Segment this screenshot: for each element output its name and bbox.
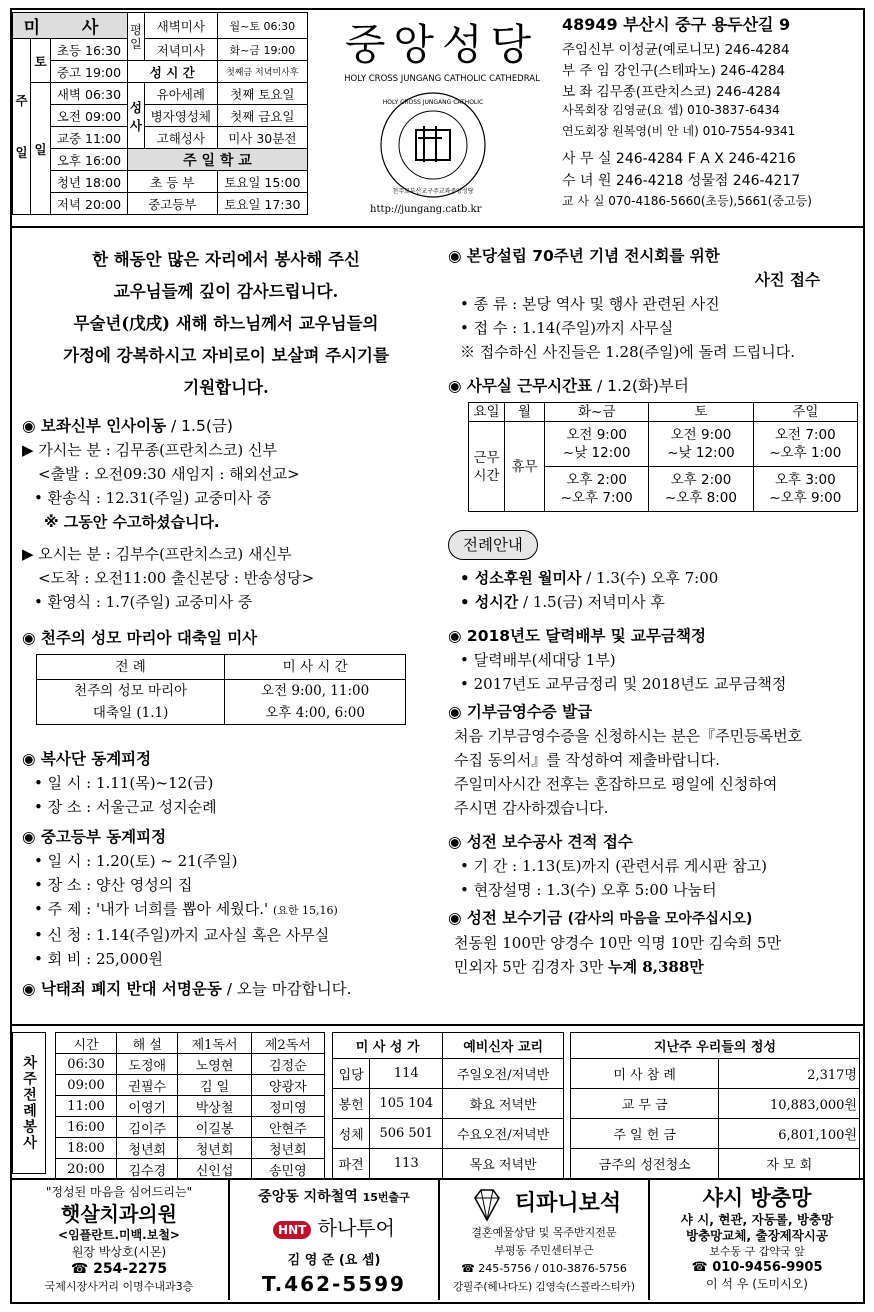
fund-donors: 민외자 5만 김경자 3만 <box>454 958 604 976</box>
convent-tel: 수 녀 원 246-4218 성물점 246-4217 <box>562 173 801 189</box>
ad-dental-sub: <임플란트.미백.보철> <box>58 1228 180 1242</box>
server-cell: 김 일 <box>178 1075 251 1096</box>
staff-row <box>562 80 862 101</box>
receipt-title: ◉ 기부금영수증 발급 <box>448 703 593 721</box>
youth-line: • 회 비 : 25,000원 <box>34 950 163 968</box>
ad-jewel-sub: 결혼예물상담 및 목주반지전문 <box>471 1226 617 1239</box>
servers-col-header: 제1독서 <box>178 1033 251 1054</box>
ad-dental-name: 햇살치과의원 <box>61 1202 177 1226</box>
ad-dental-slogan: "정성된 마음을 심어드리는" <box>45 1185 193 1199</box>
office-tel: 사 무 실 246-4284 F A X 246-4216 <box>562 151 796 167</box>
mass-group: 새벽 <box>56 86 82 102</box>
transfer-title: ◉ 보좌신부 인사이동 <box>22 417 167 435</box>
server-cell: 이길봉 <box>178 1117 251 1138</box>
servers-col-header: 해 설 <box>117 1033 178 1054</box>
staff-row <box>562 38 862 59</box>
choir-table <box>332 1032 564 1179</box>
school-group: 초 등 부 <box>127 171 217 193</box>
transfer-coming-detail: <도착 : 오전11:00 출신본당 : 반송성당> <box>38 569 315 587</box>
staff-tel: 246-4284 <box>720 63 786 79</box>
hours-date: / 1.2(화)부터 <box>592 377 689 395</box>
petition-note: / 오늘 마감합니다. <box>221 980 352 998</box>
choir-cell: 114 <box>370 1059 443 1089</box>
mass-group: 저녁 <box>56 196 82 212</box>
mass-time: 16:30 <box>85 42 122 58</box>
ad-dental-location: 국제시장사거리 이명수내과3층 <box>44 1280 194 1293</box>
choir-cell: 506 501 <box>370 1119 443 1149</box>
staff-role: 주임신부 <box>562 42 615 58</box>
offering-label: 주 일 헌 금 <box>571 1119 719 1149</box>
server-cell: 정미영 <box>251 1096 324 1117</box>
servers-row <box>56 1096 325 1117</box>
sacrament-label: 성사 <box>127 83 144 149</box>
fund-total: 누계 8,388만 <box>608 958 704 976</box>
ad-curtain-location: 보수동 구 갑약국 앞 <box>709 1245 805 1258</box>
weekday-mass-time: 월~토 06:30 <box>217 13 307 39</box>
staff-name: 김영균(요 셉) <box>612 103 684 117</box>
ad-jewel-name: 티파니보석 <box>514 1191 622 1216</box>
youth-theme-ref: (요한 15,16) <box>272 904 338 917</box>
church-address: 48949 부산시 중구 용두산길 9 <box>562 15 791 34</box>
petition-heading <box>22 977 430 1001</box>
staff-tel: 010-7554-9341 <box>702 124 796 138</box>
sat-label: 토 <box>31 39 51 83</box>
ad-tour-person: 김 영 준 (요 셉) <box>287 1253 381 1268</box>
server-cell: 노영현 <box>178 1054 251 1075</box>
receipt-line: 수집 동의서』를 작성하여 제출바랍니다. <box>454 751 720 769</box>
altar-title: ◉ 복사단 동계피정 <box>22 750 152 768</box>
choir-col-header: 미 사 성 가 <box>333 1033 443 1059</box>
offering-value: 6,801,100원 <box>719 1119 860 1149</box>
staff-tel: 246-4284 <box>715 84 781 100</box>
photo-line: ※ 접수하신 사진들은 1.28(주일)에 돌려 드립니다. <box>460 343 796 361</box>
server-cell: 20:00 <box>56 1159 117 1180</box>
transfer-leaving: ▶ 가시는 분 : 김무종(프란치스코) 신부 <box>22 441 277 459</box>
hours-col-header: 화~금 <box>545 403 649 422</box>
mary-feast: 대축일 (1.1) <box>92 705 169 721</box>
server-cell: 이영기 <box>117 1096 178 1117</box>
offering-label: 금주의 성전청소 <box>571 1149 719 1179</box>
repair-line: • 기 간 : 1.13(토)까지 (관련서류 게시판 참고) <box>460 857 767 875</box>
servers-row <box>56 1075 325 1096</box>
liturgy-time: / 1.3(수) 오후 7:00 <box>581 569 719 587</box>
fund-subtitle: (감사의 마음을 모아주십시오) <box>567 911 753 927</box>
choir-col-header: 예비신자 교리 <box>443 1033 564 1059</box>
right-column <box>448 244 860 979</box>
server-cell: 신인섭 <box>178 1159 251 1180</box>
mass-group: 오전 <box>56 108 82 124</box>
ad-jewel-tel: ☎ 245-5756 / 010-3876-5756 <box>461 1262 627 1275</box>
offering-label: 미 사 참 례 <box>571 1059 719 1089</box>
ad-dental-director: 원장 박상호(시몬) <box>71 1245 167 1259</box>
school-time: 토요일 17:30 <box>217 193 307 215</box>
server-cell: 청년회 <box>251 1138 324 1159</box>
youth-line <box>22 897 430 923</box>
choir-cell: 파견 <box>333 1149 370 1179</box>
weekday-mass-name: 새벽미사 <box>144 13 217 39</box>
teachers-tel: 교 사 실 070-4186-5660(초등),5661(중고등) <box>562 194 812 208</box>
mary-time: 오후 4:00, 6:00 <box>265 705 365 721</box>
server-cell: 양광자 <box>251 1075 324 1096</box>
sunday-label: 주일 <box>13 39 31 215</box>
hours-cell: 오후 2:00 ~오후 7:00 <box>545 467 649 512</box>
mass-group: 오후 <box>56 152 82 168</box>
server-cell: 청년회 <box>178 1138 251 1159</box>
staff-name: 원복영(비 안 네) <box>612 124 699 138</box>
staff-role: 사목회장 <box>562 103 609 117</box>
transfer-date: / 1.5(금) <box>166 417 233 435</box>
fund-line <box>448 955 860 979</box>
offering-value: 10,883,000원 <box>719 1089 860 1119</box>
mary-table <box>36 654 406 725</box>
sunday-school-label: 주 일 학 교 <box>127 149 307 171</box>
servers-col-header: 시간 <box>56 1033 117 1054</box>
mass-group: 초등 <box>56 42 82 58</box>
sacrament-name: 고해성사 <box>144 127 217 149</box>
transfer-heading <box>22 414 430 438</box>
fund-line: 천동원 100만 양경수 10만 익명 10만 김숙희 5만 <box>454 934 782 952</box>
sun-label: 일 <box>31 83 51 215</box>
choir-cell: 봉헌 <box>333 1089 370 1119</box>
mass-label: 미 사 <box>23 18 117 38</box>
mary-col-header: 전 례 <box>37 655 225 680</box>
church-seal-icon <box>378 90 488 200</box>
mass-time: 18:00 <box>85 174 122 190</box>
photo-line: • 종 류 : 본당 역사 및 행사 관련된 사진 <box>460 295 720 313</box>
receipt-line: 주시면 감사하겠습니다. <box>454 799 609 817</box>
sacrament-name: 유아세례 <box>144 83 217 105</box>
ad-tour-exit: 15번출구 <box>362 1191 410 1204</box>
server-cell: 송민영 <box>251 1159 324 1180</box>
hours-col-header: 요일 <box>469 403 505 422</box>
altar-line: • 일 시 : 1.11(목)~12(금) <box>34 774 214 792</box>
svg-text:천주교부산교구주교좌중앙성당: 천주교부산교구주교좌중앙성당 <box>392 188 474 195</box>
youth-line: • 일 시 : 1.20(토) ~ 21(주일) <box>34 852 238 870</box>
mass-group: 교중 <box>56 130 82 146</box>
left-column <box>22 244 430 1001</box>
choir-cell: 105 104 <box>370 1089 443 1119</box>
choir-cell: 성체 <box>333 1119 370 1149</box>
mass-time: 11:00 <box>85 130 122 146</box>
servers-col-header: 제2독서 <box>251 1033 324 1054</box>
server-cell: 안현주 <box>251 1117 324 1138</box>
greeting-line: 기원합니다. <box>183 378 269 397</box>
mass-group: 청년 <box>56 174 82 190</box>
weekday-label: 평일 <box>127 13 144 61</box>
youth-theme: • 주 제 : '내가 너희를 뽑아 세웠다.' <box>34 900 269 918</box>
server-cell: 청년회 <box>117 1138 178 1159</box>
transfer-coming: ▶ 오시는 분 : 김부수(프란치스코) 새신부 <box>22 545 292 563</box>
hours-cell: 오전 9:00 ~낮 12:00 <box>545 422 649 467</box>
hours-cell: 오후 2:00 ~오후 8:00 <box>649 467 753 512</box>
offering-value: 2,317명 <box>719 1059 860 1089</box>
offering-value: 자 모 회 <box>719 1149 860 1179</box>
youth-line: • 신 청 : 1.14(주일)까지 교사실 혹은 사무실 <box>34 926 330 944</box>
server-cell: 09:00 <box>56 1075 117 1096</box>
weekday-mass-name: 저녁미사 <box>144 39 217 61</box>
greeting-line: 무술년(戊戌) 새해 하느님께서 교우님들의 <box>73 314 379 333</box>
ad-divider <box>228 1180 230 1300</box>
ad-jewel-people: 강필주(헤나다도) 김영숙(스콜라스티카) <box>452 1281 635 1293</box>
hours-monday: 휴무 <box>505 422 545 512</box>
choir-cell: 입당 <box>333 1059 370 1089</box>
mary-title: ◉ 천주의 성모 마리아 대축일 미사 <box>22 629 258 647</box>
staff-row <box>562 101 862 122</box>
ad-dental <box>12 1180 226 1300</box>
staff-tel: 246-4284 <box>724 42 790 58</box>
ad-dental-tel: ☎ 254-2275 <box>70 1261 168 1277</box>
hours-row-label: 근무시간 <box>469 422 505 512</box>
offering-table <box>570 1032 860 1179</box>
staff-role: 연도회장 <box>562 124 609 138</box>
ad-tour-tel: T.462-5599 <box>262 1272 406 1296</box>
server-cell: 권필수 <box>117 1075 178 1096</box>
church-info <box>562 12 862 213</box>
hours-col-header: 토 <box>649 403 753 422</box>
greeting-line: 가정에 강복하시고 자비로이 보살펴 주시기를 <box>63 346 389 365</box>
diamond-icon <box>467 1184 507 1224</box>
ad-curtain-person: 이 석 우 (도미시오) <box>706 1277 808 1291</box>
server-cell: 16:00 <box>56 1117 117 1138</box>
transfer-welcome: • 환영식 : 1.7(주일) 교중미사 중 <box>34 593 253 611</box>
servers-row <box>56 1138 325 1159</box>
hanatour-logo-icon: HNT <box>273 1221 311 1239</box>
ad-curtain <box>652 1180 862 1300</box>
youth-title: ◉ 중고등부 동계피정 <box>22 828 167 846</box>
staff-name: 김무종(프란치스코) <box>596 84 712 100</box>
sacrament-time: 미사 30분전 <box>217 127 307 149</box>
servers-row <box>56 1054 325 1075</box>
fund-heading <box>448 906 860 931</box>
ad-curtain-line: 방충망교체, 출장제작시공 <box>686 1228 828 1243</box>
mass-schedule-table <box>12 12 308 215</box>
youth-line: • 장 소 : 양산 영성의 집 <box>34 876 193 894</box>
footer-divider <box>10 1024 865 1026</box>
choir-cell: 113 <box>370 1149 443 1179</box>
altar-line: • 장 소 : 서울근교 성지순례 <box>34 798 217 816</box>
mass-group: 중고 <box>56 64 82 80</box>
transfer-thanks: ※ 그동안 수고하셨습니다. <box>44 513 220 531</box>
calendar-line: • 달력배부(세대당 1부) <box>460 651 616 669</box>
hours-title: ◉ 사무실 근무시간표 <box>448 377 593 395</box>
staff-name: 이성균(예로니모) <box>618 42 721 58</box>
receipt-line: 주일미사시간 전후는 혼잡하므로 평일에 신청하여 <box>454 775 778 793</box>
repair-title: ◉ 성전 보수공사 견적 접수 <box>448 833 633 851</box>
choir-cell: 목요 저녁반 <box>443 1149 564 1179</box>
ad-tour <box>232 1180 436 1300</box>
ad-tour-location: 중앙동 지하철역 <box>258 1189 358 1205</box>
fund-title: ◉ 성전 보수기금 <box>448 909 563 927</box>
staff-tel: 010-3837-6434 <box>687 103 780 117</box>
photo-title: ◉ 본당설립 70주년 기념 전시회를 위한 <box>448 247 720 265</box>
svg-text:HOLY CROSS JUNGANG CATHOLIC: HOLY CROSS JUNGANG CATHOLIC <box>382 99 484 106</box>
school-group: 중고등부 <box>127 193 217 215</box>
server-cell: 김이주 <box>117 1117 178 1138</box>
sacrament-time: 첫째 금요일 <box>217 105 307 127</box>
servers-label: 차주전례봉사 <box>21 1055 37 1151</box>
hours-cell: 오전 7:00 ~오후 1:00 <box>753 422 857 467</box>
ad-jewel-location: 부평동 주민센터부근 <box>494 1244 594 1257</box>
church-subtitle: HOLY CROSS JUNGANG CATHOLIC CATHEDRAL <box>344 74 540 84</box>
server-cell: 박상철 <box>178 1096 251 1117</box>
greeting-line: 한 해동안 많은 자리에서 봉사해 주신 <box>92 250 360 269</box>
ad-jewel <box>442 1180 646 1300</box>
holy-hour-label: 성 시 간 <box>127 61 217 83</box>
weekday-mass-time: 화~금 19:00 <box>217 39 307 61</box>
choir-cell: 화요 저녁반 <box>443 1089 564 1119</box>
header-divider <box>10 226 865 228</box>
holy-hour-time: 첫째금 저녁미사후 <box>217 61 307 83</box>
mass-time: 20:00 <box>85 196 122 212</box>
hours-cell: 오후 3:00 ~오후 9:00 <box>753 467 857 512</box>
hours-col-header: 월 <box>505 403 545 422</box>
hours-table <box>468 402 858 512</box>
choir-cell: 주일오전/저녁반 <box>443 1059 564 1089</box>
staff-row <box>562 122 862 148</box>
hours-heading <box>448 374 860 398</box>
staff-row <box>562 59 862 80</box>
church-url[interactable]: http://jungang.catb.kr <box>370 204 482 215</box>
server-cell: 도정애 <box>117 1054 178 1075</box>
sacrament-time: 첫째 토요일 <box>217 83 307 105</box>
liturgy-name: • 성시간 <box>460 593 519 611</box>
ad-divider <box>438 1180 440 1300</box>
calendar-title: ◉ 2018년도 달력배부 및 교무금책정 <box>448 627 706 645</box>
mass-time: 16:00 <box>85 152 122 168</box>
mary-feast: 천주의 성모 마리아 <box>74 683 188 699</box>
sacrament-name: 병자영성체 <box>144 105 217 127</box>
church-title: 중앙성당 <box>344 20 540 69</box>
offering-title: 지난주 우리들의 정성 <box>571 1033 860 1059</box>
server-cell: 06:30 <box>56 1054 117 1075</box>
ad-divider <box>648 1180 650 1300</box>
servers-row <box>56 1117 325 1138</box>
ad-curtain-name: 샤시 방충망 <box>702 1186 812 1210</box>
staff-role: 보 좌 <box>562 84 593 100</box>
photo-title-2: 사진 접수 <box>754 271 820 289</box>
greeting-line: 교우님들께 깊이 감사드립니다. <box>113 282 339 301</box>
servers-row <box>56 1159 325 1180</box>
liturgy-name: • 성소후원 월미사 <box>460 569 582 587</box>
staff-name: 강인구(스테파노) <box>614 63 716 79</box>
ad-curtain-tel: ☎ 010-9456-9905 <box>691 1260 823 1275</box>
choir-cell: 수요오전/저녁반 <box>443 1119 564 1149</box>
transfer-farewell: • 환송식 : 12.31(주일) 교중미사 중 <box>34 489 272 507</box>
ad-tour-name: 하나투어 <box>317 1216 395 1240</box>
photo-line: • 접 수 : 1.14(주일)까지 사무실 <box>460 319 674 337</box>
receipt-line: 처음 기부금영수증을 신청하시는 분은『주민등록번호 <box>454 727 803 745</box>
school-time: 토요일 15:00 <box>217 171 307 193</box>
hours-cell: 오전 9:00 ~낮 12:00 <box>649 422 753 467</box>
server-cell: 11:00 <box>56 1096 117 1117</box>
server-cell: 김정순 <box>251 1054 324 1075</box>
offering-label: 교 무 금 <box>571 1089 719 1119</box>
mass-time: 19:00 <box>85 64 122 80</box>
server-cell: 18:00 <box>56 1138 117 1159</box>
server-cell: 김수경 <box>117 1159 178 1180</box>
mary-time: 오전 9:00, 11:00 <box>261 683 370 699</box>
repair-line: • 현장설명 : 1.3(수) 오후 5:00 나눔터 <box>460 881 717 899</box>
servers-table <box>55 1032 325 1180</box>
mass-time: 09:00 <box>85 108 122 124</box>
petition-title: ◉ 낙태죄 폐지 반대 서명운동 <box>22 980 222 998</box>
liturgy-badge: 전례안내 <box>448 530 538 560</box>
mary-col-header: 미 사 시 간 <box>225 655 406 680</box>
liturgy-line <box>448 590 860 614</box>
mass-time: 06:30 <box>85 86 122 102</box>
liturgy-line <box>448 566 860 590</box>
ad-curtain-line: 샤 시, 현관, 자동롤, 방충망 <box>680 1212 834 1227</box>
hours-col-header: 주일 <box>753 403 857 422</box>
greeting <box>22 244 430 404</box>
staff-role: 부 주 임 <box>562 63 610 79</box>
transfer-leaving-detail: <출발 : 오전09:30 새임지 : 해외선교> <box>38 465 300 483</box>
calendar-line: • 2017년도 교무금정리 및 2018년도 교무금책정 <box>460 675 787 693</box>
liturgy-time: / 1.5(금) 저녁미사 후 <box>518 593 665 611</box>
